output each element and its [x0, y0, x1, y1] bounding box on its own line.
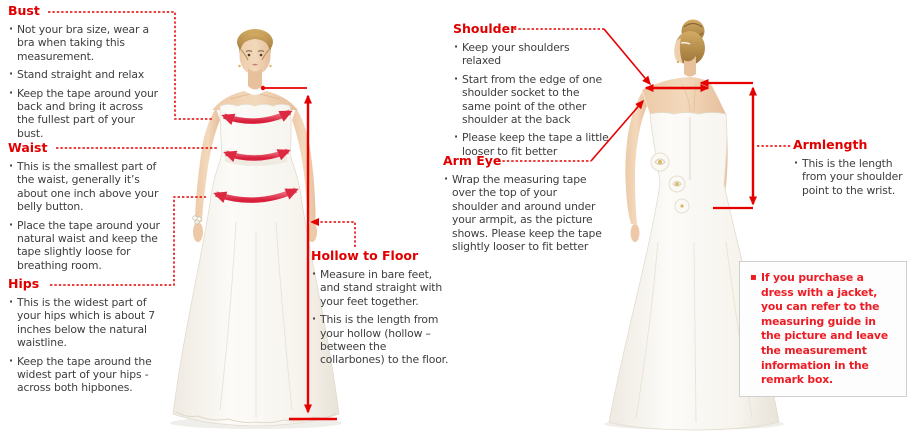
- instruction-bullet: · This is the length from your hollow (hollow – between the collarbones) to the floor.: [311, 313, 449, 367]
- instruction-bullet: · Place the tape around your natural waist and keep the tape slightly loose for breathing room.: [8, 219, 160, 273]
- instruction-bullet: · Please keep the tape a little looser to fit better: [453, 131, 611, 158]
- instruction-list: [8, 23, 160, 140]
- instruction-bullet: · Keep the tape around the widest part of your hips - across both hipbones.: [8, 355, 164, 395]
- section-title: Shoulder: [453, 21, 517, 36]
- instruction-bullet: · This is the length from your shoulder point to the wrist.: [793, 157, 907, 197]
- instruction-bullet: · Not your bra size, wear a bra when taking this measurement.: [8, 23, 160, 63]
- section-arm-eye: [443, 154, 603, 258]
- note-text: ▪ If you purchase a dress with a jacket, you can refer to the measuring guide in the picture and leave the measurement information in the remark box.: [750, 271, 897, 388]
- instruction-bullet: · Keep your shoulders relaxed: [453, 41, 611, 68]
- instruction-list: [793, 157, 907, 197]
- instruction-bullet: · Start from the edge of one shoulder socket to the same point of the other shoulder at the back: [453, 73, 611, 127]
- instruction-bullet: · This is the widest part of your hips which is about 7 inches below the natural waistline.: [8, 296, 164, 350]
- section-title: Hips: [8, 276, 40, 291]
- section-title: Armlength: [793, 137, 868, 152]
- section-title: Bust: [8, 3, 40, 18]
- section-title: Arm Eye: [443, 153, 502, 168]
- jacket-remark-note: [739, 261, 907, 397]
- front-figure-head: [237, 29, 273, 90]
- section-shoulder: [453, 22, 611, 163]
- section-hollow-to-floor: [311, 249, 449, 372]
- instruction-bullet: · This is the smallest part of the waist, generally it’s about one inch above your belly button.: [8, 160, 160, 214]
- instruction-list: [8, 160, 160, 272]
- section-armlength: [793, 138, 907, 202]
- section-hips: [8, 277, 164, 400]
- instruction-list: [443, 173, 603, 253]
- instruction-list: [311, 268, 449, 367]
- section-title: Hollow to Floor: [311, 248, 419, 263]
- section-title: Waist: [8, 140, 48, 155]
- back-figure-head: [674, 20, 705, 77]
- section-waist: [8, 141, 160, 277]
- instruction-bullet: · Keep the tape around your back and bring it across the fullest part of your bust.: [8, 87, 160, 141]
- instruction-list: [453, 41, 611, 158]
- instruction-list: [8, 296, 164, 395]
- section-bust: [8, 4, 160, 145]
- instruction-bullet: · Wrap the measuring tape over the top of your shoulder and around under your armpit, as the picture shows. Please keep the tape slightly looser to fit better: [443, 173, 603, 253]
- instruction-bullet: · Measure in bare feet, and stand straight with your feet together.: [311, 268, 449, 308]
- instruction-bullet: · Stand straight and relax: [8, 68, 160, 81]
- back-figure-back: [642, 77, 726, 114]
